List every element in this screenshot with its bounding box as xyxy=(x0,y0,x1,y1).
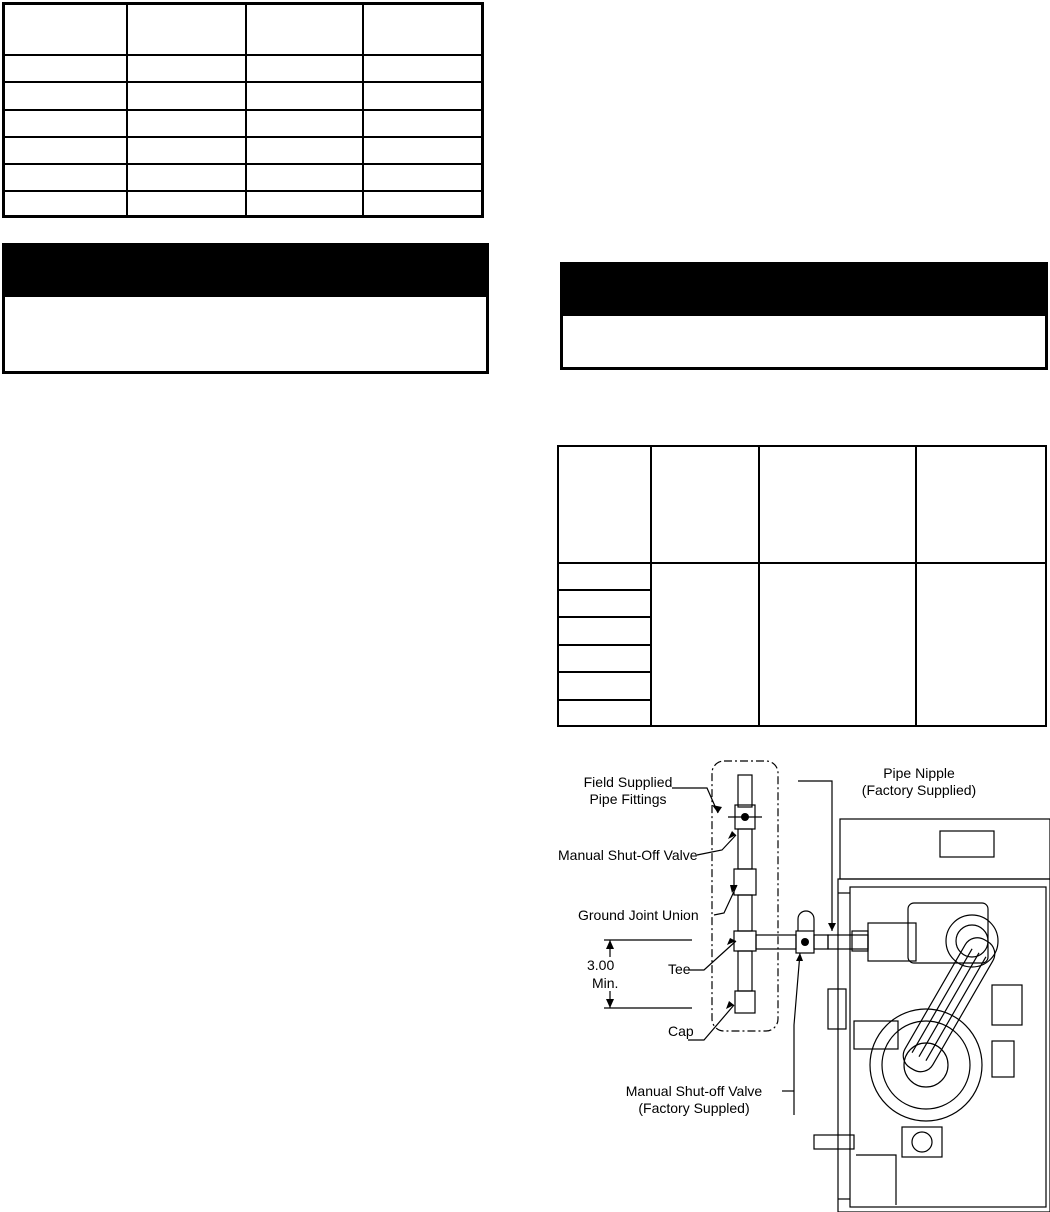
table-row-divider xyxy=(5,190,481,192)
table-row-divider xyxy=(5,163,481,165)
table-row-divider xyxy=(559,699,650,701)
label-cap: Cap xyxy=(668,1023,694,1039)
table-row-divider xyxy=(5,81,481,83)
label-dimension-unit: Min. xyxy=(592,975,619,991)
label-dimension-value: 3.00 xyxy=(587,957,615,973)
spec-table-top-left xyxy=(2,2,484,218)
label-pipe-nipple: Pipe Nipple xyxy=(883,765,955,781)
table-row-divider xyxy=(5,136,481,138)
spec-table-right xyxy=(557,445,1047,727)
table-column-divider xyxy=(915,447,917,725)
label-pipe-fittings: Pipe Fittings xyxy=(589,791,667,807)
label-tee: Tee xyxy=(668,961,691,977)
table-header-divider xyxy=(559,562,1045,564)
gas-piping-diagram xyxy=(552,735,1050,1212)
table-row-divider xyxy=(5,54,481,56)
label-manual-shutoff-valve: Manual Shut-Off Valve xyxy=(558,847,698,863)
label-field-supplied: Field Supplied xyxy=(583,774,673,790)
table-row-divider xyxy=(5,109,481,111)
warning-box-right xyxy=(560,262,1048,370)
label-manual-shutoff-valve-factory: Manual Shut-off Valve xyxy=(625,1083,763,1099)
warning-header xyxy=(5,246,486,297)
label-factory-supplied: (Factory Suppled) xyxy=(638,1100,750,1116)
table-row-divider xyxy=(559,589,650,591)
table-row-divider xyxy=(559,616,650,618)
warning-header xyxy=(563,265,1045,316)
label-pipe-nipple-factory: (Factory Supplied) xyxy=(861,782,977,798)
warning-box-left xyxy=(2,243,489,374)
table-row-divider xyxy=(559,671,650,673)
table-column-divider xyxy=(650,447,652,725)
table-column-divider xyxy=(758,447,760,725)
label-ground-joint-union: Ground Joint Union xyxy=(578,907,699,923)
table-row-divider xyxy=(559,644,650,646)
